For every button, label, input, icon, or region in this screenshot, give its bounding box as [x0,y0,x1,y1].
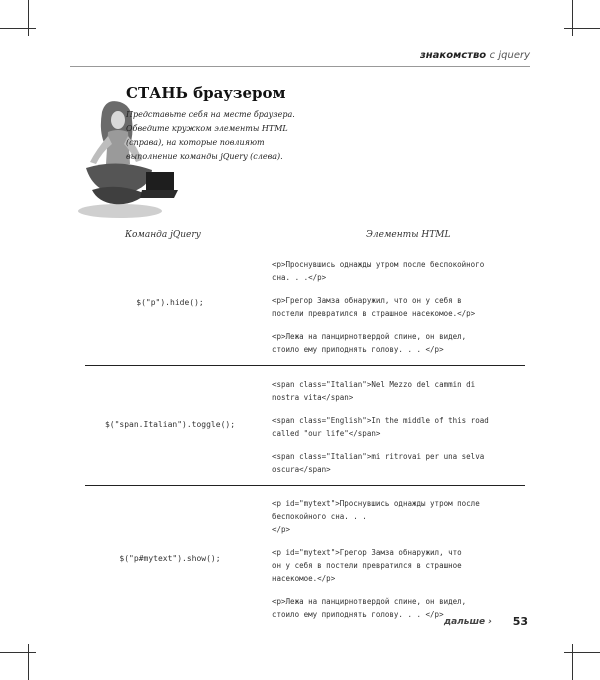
column-header-elements: Элементы HTML [366,230,451,240]
exercise-row [85,258,525,356]
next-label: дальше [443,617,486,627]
html-element: <p>Грегор Замза обнаружил, что он у себя в постели превратился в страшное насекомое.</p> [272,296,476,318]
row-divider [85,485,525,486]
crop-mark [28,0,29,36]
crop-mark [0,652,36,653]
html-element: <p id="mytext">Грегор Замза обнаружил, что он у себя в постели превратился в страшное насекомое.</p> [272,548,462,583]
html-element: <p>Лежа на панцирнотвердой спине, он видел, стоило ему приподнять голову. . . </p> [272,597,467,619]
exercise-row [85,497,525,619]
column-header-command: Команда jQuery [125,230,201,240]
html-elements [272,378,522,486]
crop-mark [564,28,600,29]
html-element: <span class="English">In the middle of this road called "our life"</span> [272,416,489,438]
html-elements [272,258,522,366]
page-title: СТАНЬ браузером [126,84,286,102]
crop-mark [28,644,29,680]
html-element: <p id="mytext">Проснувшись однажды утром после беспокойного сна. . . </p> [272,499,480,534]
jquery-command: $("p").hide(); [136,298,204,307]
html-elements [272,497,522,631]
html-element: <span class="Italian">mi ritrovai per una selva oscura</span> [272,452,485,474]
html-element: <p>Лежа на панцирнотвердой спине, он видел, стоило ему приподнять голову. . . </p> [272,332,467,354]
html-element: <span class="Italian">Nel Mezzo del cammin di nostra vita</span> [272,380,476,402]
header-subject: с jquery [489,50,530,61]
crop-mark [564,652,600,653]
header-section: знакомство [419,50,487,61]
page-number: 53 [512,615,528,628]
header-rule [70,66,530,67]
running-header [420,50,530,61]
jquery-command: $("span.Italian").toggle(); [104,420,236,429]
next-page-link [444,617,492,627]
jquery-command: $("p#mytext").show(); [119,554,221,563]
exercise-row [85,378,525,476]
crop-mark [0,28,36,29]
crop-mark [572,0,573,36]
chevron-right-icon: › [488,617,492,627]
intro-text: Представьте себя на месте браузера. Обведите кружком элементы HTML (справа), на которые повлияют выполнение команды jQuery (слева). [126,110,295,161]
html-element: <p>Проснувшись однажды утром после беспокойного сна. . .</p> [272,260,485,282]
crop-mark [572,644,573,680]
row-divider [85,365,525,366]
